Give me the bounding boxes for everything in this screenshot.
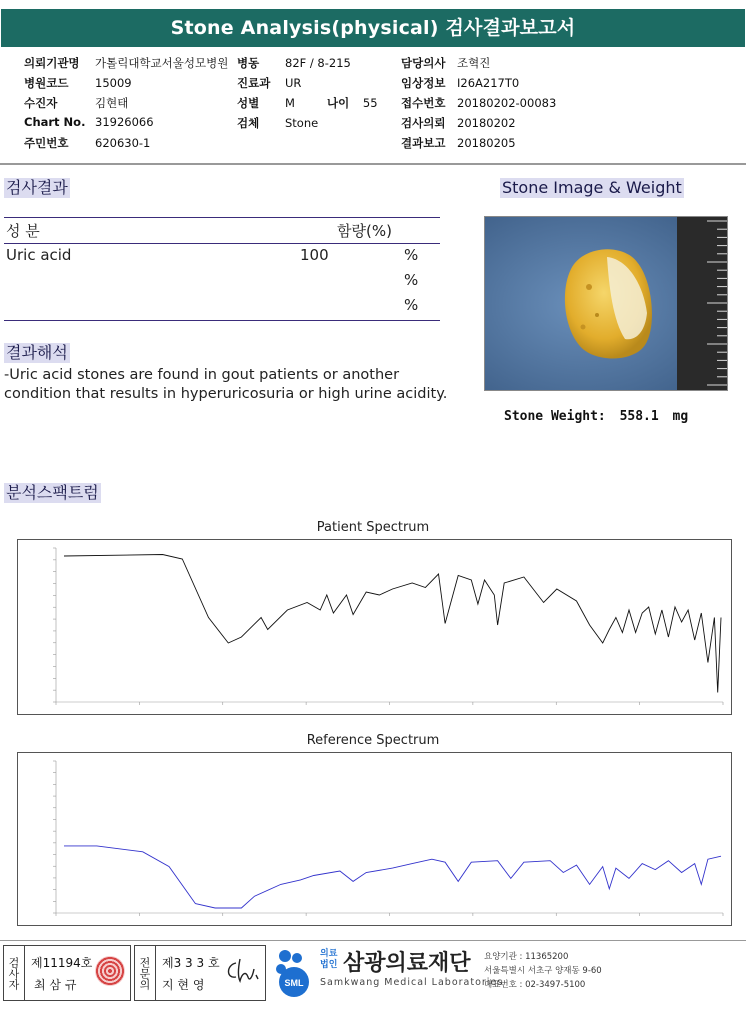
header-field (237, 75, 301, 91)
reference-spectrum-plot (18, 753, 731, 925)
header-field (401, 135, 516, 151)
header-field-label: 수진자 (24, 96, 58, 110)
header-field (237, 95, 295, 111)
header-field (401, 115, 516, 131)
header-field (401, 75, 519, 91)
org-address: 서울특별시 서초구 양재동 9-60 (484, 966, 602, 976)
spectrum-trace (64, 846, 721, 908)
header-field (24, 135, 150, 151)
patient-spectrum-chart (17, 539, 732, 715)
age-field (327, 95, 378, 111)
org-code: 요양기관 : 11365200 (484, 952, 569, 962)
footer-divider (0, 940, 746, 941)
stone-section-title: Stone Image & Weight (502, 178, 682, 197)
header-field-label: 접수번호 (401, 96, 446, 110)
header-field-label: 검사의뢰 (401, 116, 446, 130)
header-field-label: 결과보고 (401, 136, 446, 150)
header-field-label: 병동 (237, 56, 260, 70)
header-field (237, 55, 351, 71)
header-field (401, 55, 490, 71)
examiner-name: 최 삼 규 (34, 978, 77, 992)
header-field-value: 31926066 (95, 115, 154, 129)
examiner-label: 검사자 (7, 956, 20, 990)
table-top-line (4, 217, 440, 218)
age-value: 55 (362, 96, 378, 110)
header-divider (0, 163, 746, 165)
header-field-value: 20180205 (457, 136, 516, 150)
col-amount-header: 함량(%) (337, 222, 392, 240)
table-header-line (4, 243, 440, 244)
header-field-label: 진료과 (237, 76, 271, 90)
examiner-label-box (3, 945, 25, 1001)
reference-spectrum-title: Reference Spectrum (306, 733, 440, 748)
corp-type: 의료법인 (320, 949, 338, 970)
header-field-label: 의뢰기관명 (24, 56, 80, 70)
org-name: 삼광의료재단 (343, 951, 471, 976)
header-field-value: 15009 (95, 76, 132, 90)
sml-logo (272, 946, 314, 998)
result-component: Uric acid (6, 246, 72, 264)
header-field (24, 55, 228, 71)
interpretation-line-2: condition that results in hyperuricosuria or high urine acidity. (4, 386, 448, 402)
header-field-value: 가톨릭대학교서울성모병원 (95, 56, 229, 70)
stone-weight (504, 409, 688, 424)
spectrum-axes (56, 548, 723, 702)
footer (0, 943, 746, 1005)
header-field-label: 임상정보 (401, 76, 446, 90)
interpretation-section-title: 결과해석 (6, 343, 68, 362)
col-component-header: 성 분 (6, 222, 40, 240)
header-field (401, 95, 556, 111)
stone-photo (484, 216, 728, 391)
header-field-label: 성별 (237, 96, 260, 110)
header-info (0, 55, 746, 155)
result-unit: % (404, 246, 419, 264)
header-field (24, 115, 154, 129)
examiner-no: 제11194호 (31, 956, 93, 970)
header-field (24, 75, 132, 91)
header-field-value: I26A217T0 (457, 76, 520, 90)
interpretation-line-1: -Uric acid stones are found in gout patients or another (4, 367, 400, 383)
header-field-value: 조혁진 (457, 56, 491, 70)
header-field-value: 82F / 8-215 (285, 56, 351, 70)
result-unit: % (404, 296, 419, 314)
specialist-no: 제3 3 3 호 (162, 956, 220, 970)
age-label: 나이 (327, 96, 350, 110)
specialist-name: 지 현 영 (162, 978, 205, 992)
header-field (237, 115, 318, 131)
header-field-value: UR (285, 76, 302, 90)
header-field-value: M (285, 96, 295, 110)
weight-value: 558.1 (619, 409, 659, 424)
report-title: Stone Analysis(physical) 검사결과보고서 (1, 9, 745, 47)
header-field-label: 담당의사 (401, 56, 446, 70)
examiner-seal (95, 956, 125, 986)
specialist-signature (222, 955, 262, 987)
specialist-label-box (134, 945, 156, 1001)
patient-spectrum-title: Patient Spectrum (316, 520, 430, 535)
stone-image (485, 217, 728, 391)
spectrum-section-title: 분석스팩트럼 (6, 483, 99, 502)
header-field-label: Chart No. (24, 115, 86, 129)
weight-label: Stone Weight: (504, 409, 606, 424)
header-field-label: 병원코드 (24, 76, 69, 90)
result-unit: % (404, 271, 419, 289)
org-english: Samkwang Medical Laboratories (320, 977, 504, 988)
logo-text: SML (284, 978, 304, 988)
table-bottom-line (4, 320, 440, 321)
header-field-label: 검체 (237, 116, 260, 130)
header-field-value: 620630-1 (95, 136, 151, 150)
org-phone: 대표번호 : 02-3497-5100 (484, 980, 586, 990)
results-rows (0, 246, 446, 318)
header-field-value: 20180202 (457, 116, 516, 130)
reference-spectrum-chart (17, 752, 732, 926)
header-field-value: Stone (285, 116, 319, 130)
header-field-value: 김현태 (95, 96, 129, 110)
result-amount: 100 (300, 246, 329, 264)
results-section-title: 검사결과 (6, 178, 68, 197)
header-field-label: 주민번호 (24, 136, 69, 150)
spectrum-trace (64, 555, 721, 693)
header-field (24, 95, 128, 111)
weight-unit: mg (672, 409, 689, 424)
patient-spectrum-plot (18, 540, 731, 714)
header-field-value: 20180202-00083 (457, 96, 557, 110)
spectrum-axes (56, 761, 723, 913)
specialist-label: 전문의 (138, 956, 151, 990)
